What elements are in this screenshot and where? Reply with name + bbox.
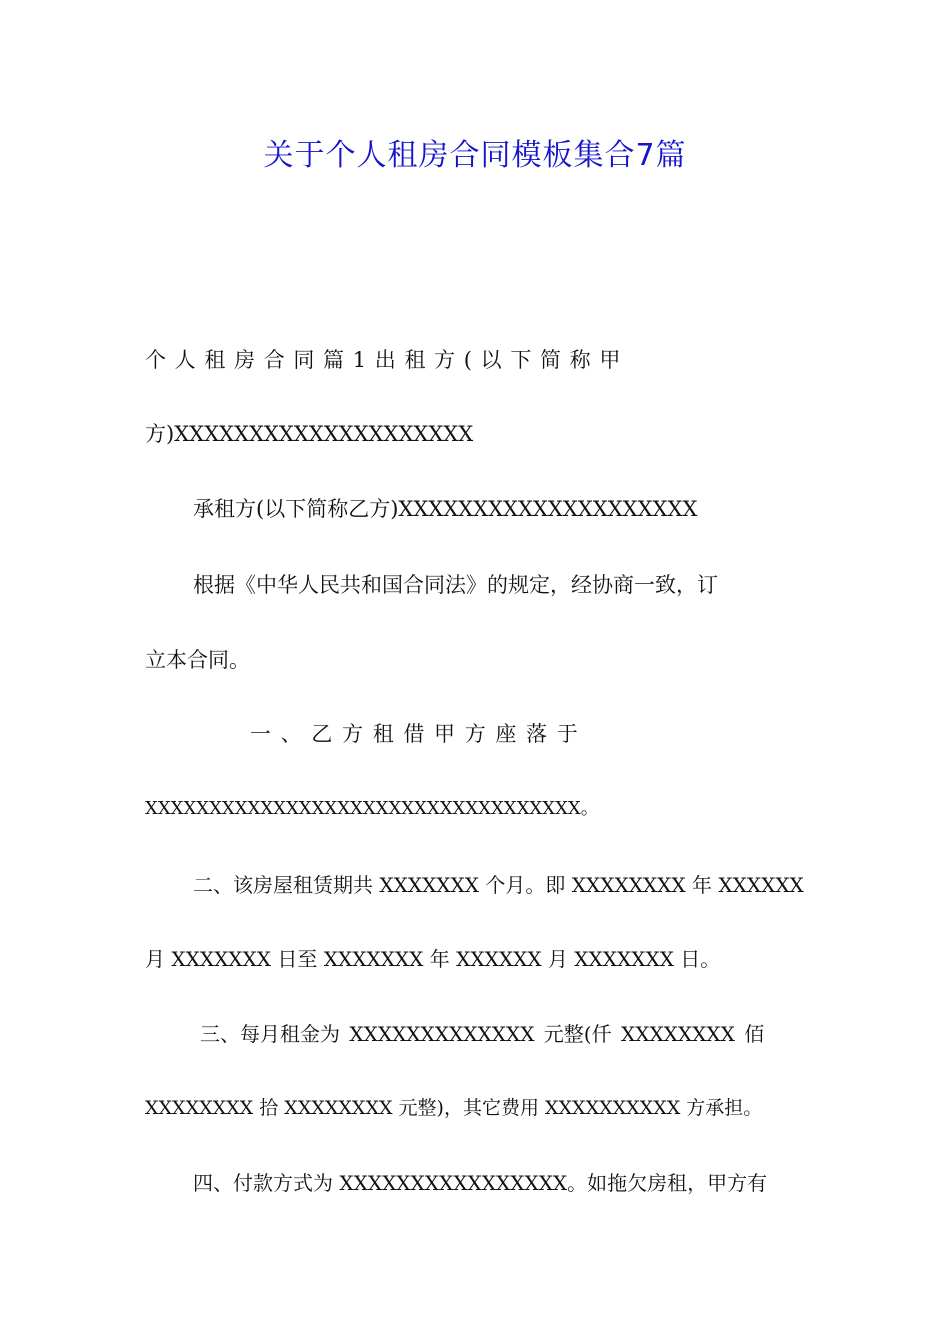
paragraph-line-7: XXXXXXXXXXXXXXXXXXXXXXXXXXXXXXXXXX。 (145, 798, 599, 819)
paragraph-line-5: 立本合同。 (145, 648, 250, 672)
paragraph-line-10: 三、每月租金为 XXXXXXXXXXXXX 元整(仟 XXXXXXXX 佰 (200, 1022, 765, 1046)
document-title: 关于个人租房合同模板集合7篇 (263, 138, 687, 173)
paragraph-line-8: 二、该房屋租赁期共 XXXXXXX 个月。即 XXXXXXXX 年 XXXXXX (193, 873, 804, 897)
paragraph-line-2: 方)XXXXXXXXXXXXXXXXXXXX (145, 422, 474, 446)
paragraph-line-3: 承租方(以下简称乙方)XXXXXXXXXXXXXXXXXXXX (193, 497, 698, 521)
paragraph-line-4: 根据《中华人民共和国合同法》的规定，经协商一致，订 (193, 573, 718, 597)
paragraph-line-9: 月 XXXXXXX 日至 XXXXXXX 年 XXXXXX 月 XXXXXXX 日。 (145, 947, 721, 971)
paragraph-line-6: 一 、 乙 方 租 借 甲 方 座 落 于 (250, 722, 578, 746)
paragraph-line-12: 四、付款方式为 XXXXXXXXXXXXXXXX。如拖欠房租，甲方有 (193, 1171, 768, 1195)
paragraph-line-11: XXXXXXXX 拾 XXXXXXXX 元整)，其它费用 XXXXXXXXXX 方承担。 (145, 1097, 763, 1119)
paragraph-line-1: 个 人 租 房 合 同 篇 1 出 租 方 ( 以 下 简 称 甲 (145, 348, 621, 372)
